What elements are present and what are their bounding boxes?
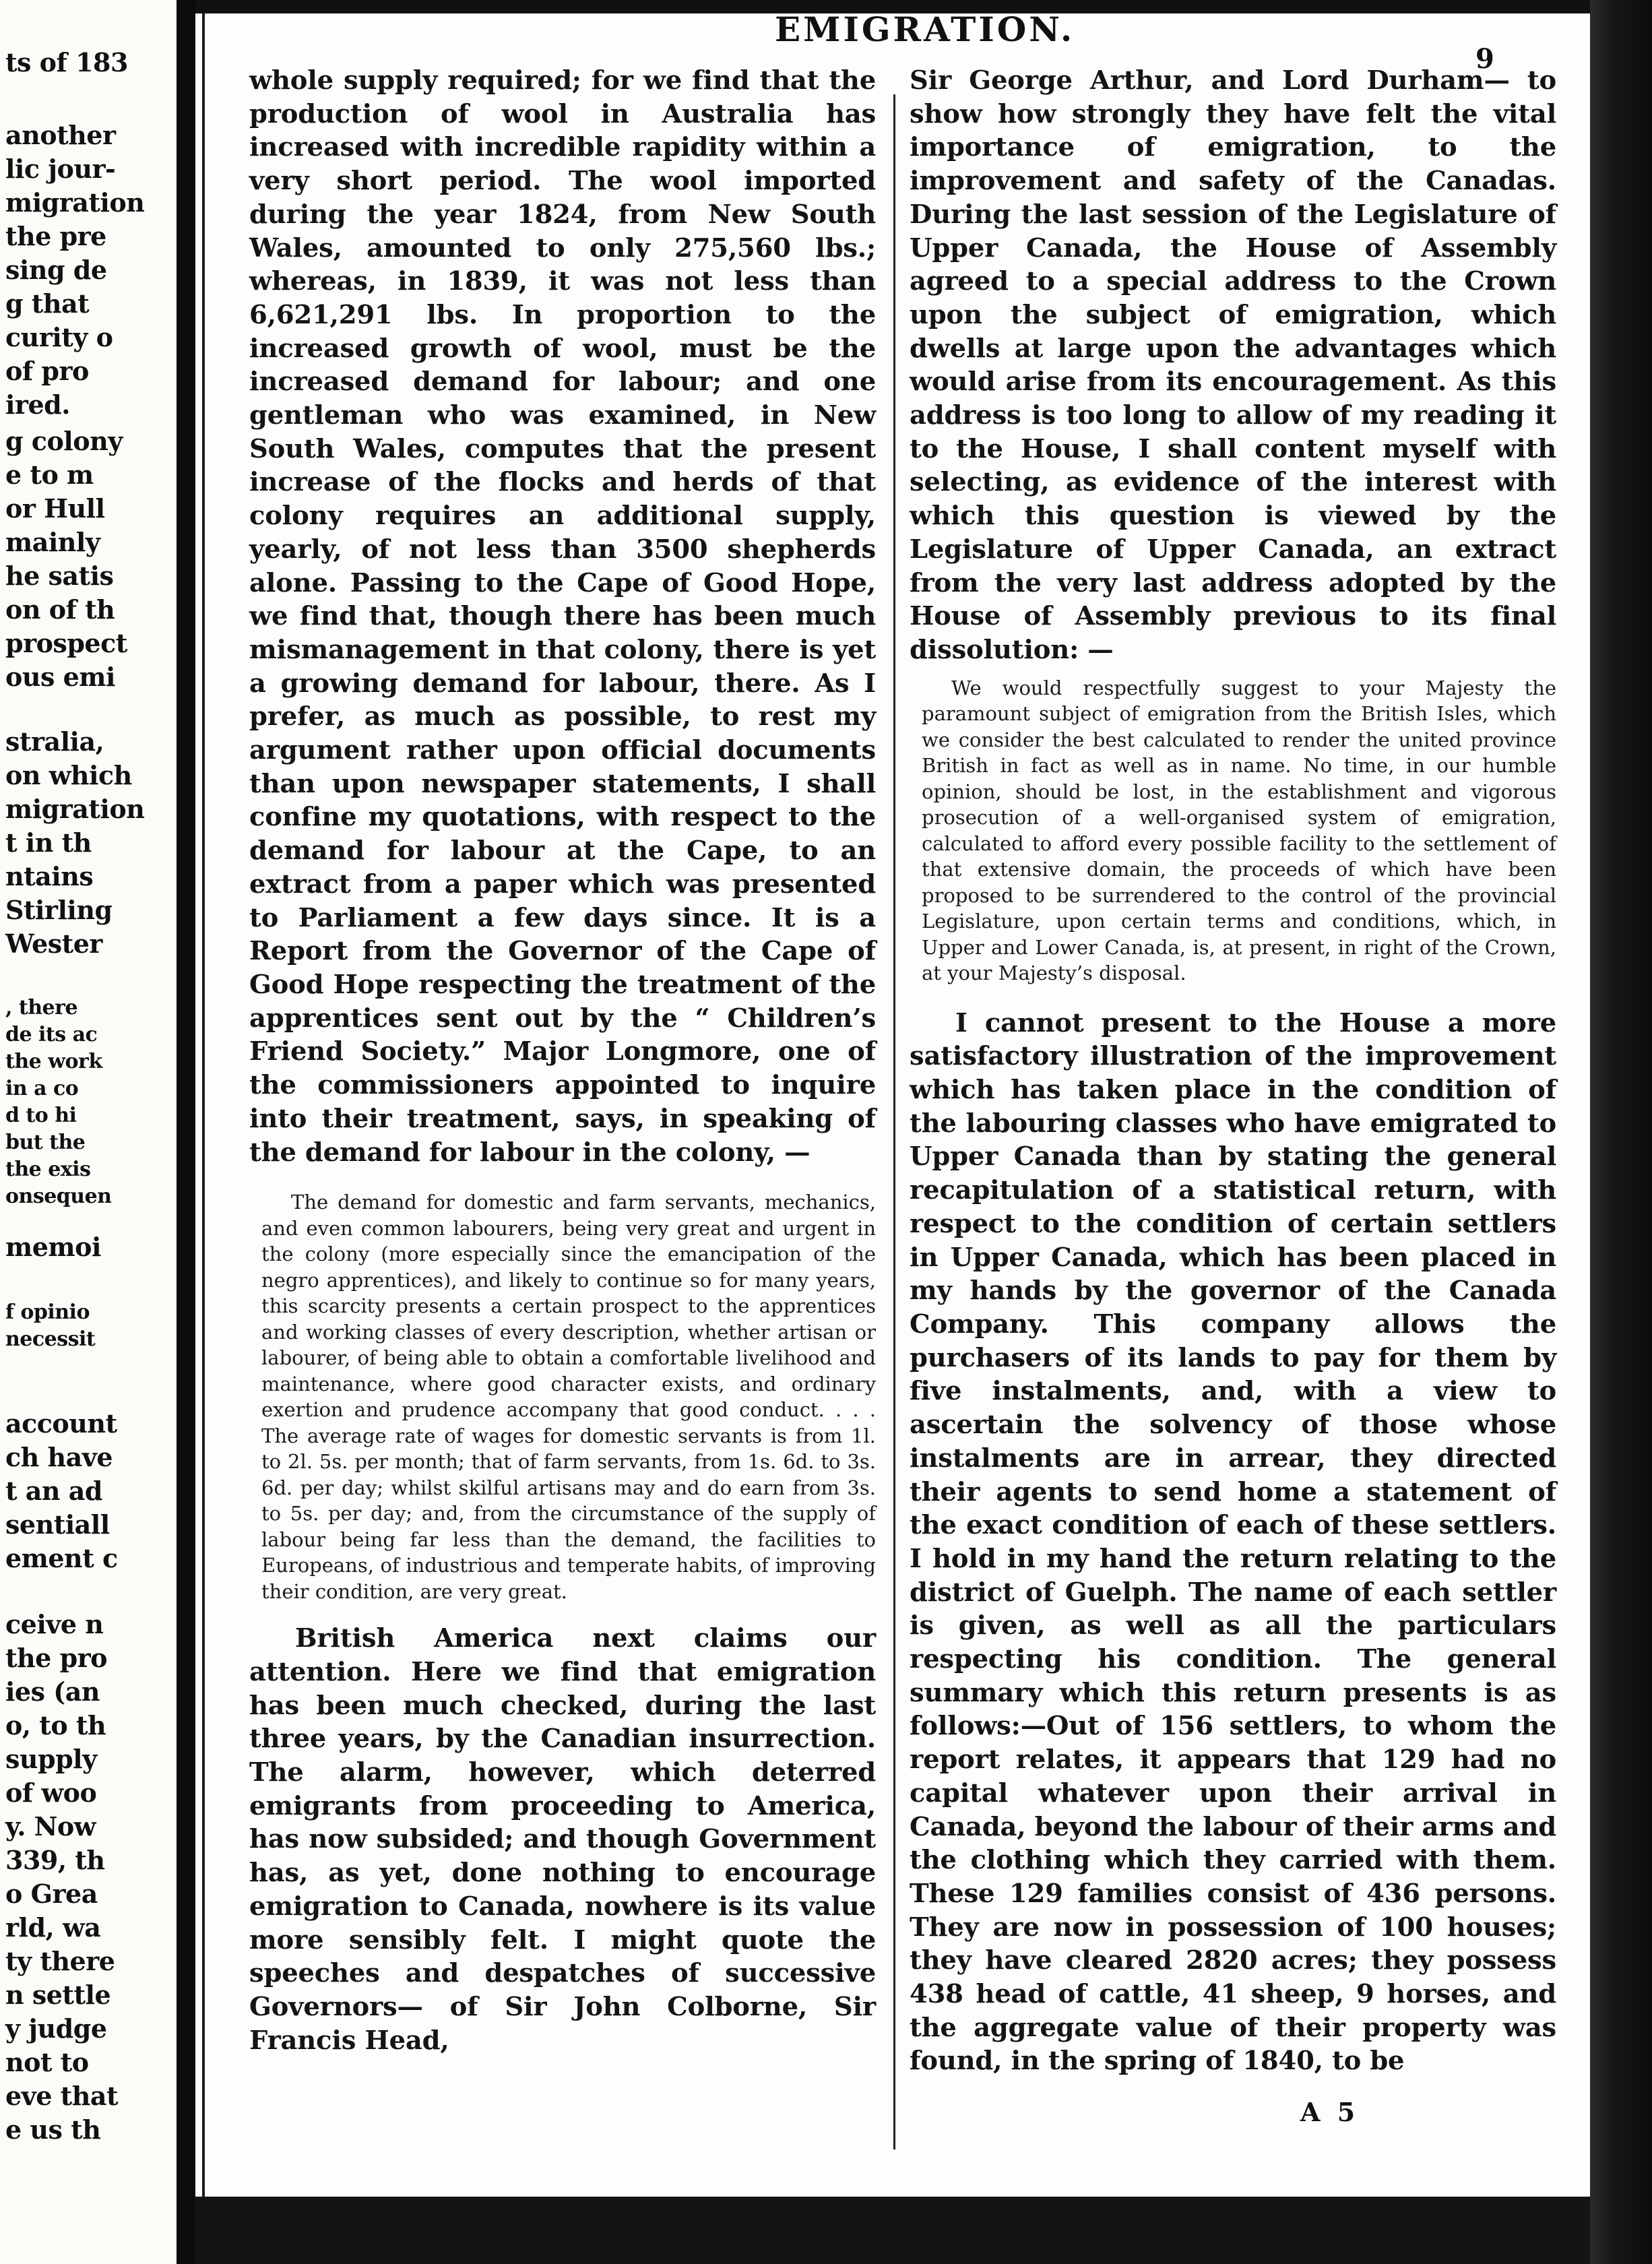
text-column-left [249, 64, 876, 2057]
previous-page-line: lic jour- [5, 154, 116, 184]
previous-page-line: g that [5, 288, 90, 319]
previous-page-line: , there [5, 996, 78, 1019]
previous-page-line: prospect [5, 628, 127, 658]
previous-page-line: of pro [5, 356, 89, 386]
paragraph-upper-canada-address: Sir George Arthur, and Lord Durham— to show how strongly they have felt the vital importance of emigration, to the improvement and safety of the Canadas. During the last session of the Legislature of Upper Canada, the House of Assembly agreed to a special address to the Crown upon the subject of emigration, which dwells at large upon the advantages which would arise from its encouragement. As this address is too long to allow of my reading it to the House, I shall content myself with selecting, as evidence of the interest with which this question is viewed by the Legislature of Upper Canada, an extract from the very last address adopted by the House of Assembly previous to its final dissolution: — [910, 65, 1556, 665]
previous-page-line: in a co [5, 1077, 79, 1100]
previous-page-line: g colony [5, 426, 123, 456]
page-number: 9 [1475, 43, 1494, 75]
previous-page-line: the pre [5, 221, 106, 251]
previous-page-line: necessit [5, 1327, 96, 1351]
page-edge-right [1590, 0, 1652, 2264]
previous-page-line: d to hi [5, 1104, 77, 1127]
previous-page-line: o, to th [5, 1710, 106, 1740]
previous-page-line: ired. [5, 389, 70, 420]
previous-page-line: sing de [5, 255, 107, 285]
previous-page-line: n settle [5, 1980, 111, 2010]
quotation-assembly-address: We would respectfully suggest to your Majesty the paramount subject of emigration from the British Isles, which we consider the best calculated to render the united province British in fact as well as in name. No time, in our humble opinion, should be lost, in the establishment and vigorous prosecution of a well-organised system of emigration, calculated to afford every possible facility to the settlement of that extensive domain, the proceeds of which have been proposed to be surrendered to the control of the provincial Legislature, upon certain terms and conditions, which, in Upper and Lower Canada, is, at present, in right of the Crown, at your Majesty’s disposal. [922, 676, 1556, 985]
previous-page-line: ntains [5, 861, 94, 891]
previous-page-line: the pro [5, 1643, 108, 1673]
previous-page-line: sentiall [5, 1509, 110, 1540]
previous-page-line: rld, wa [5, 1912, 101, 1943]
previous-page-line: de its ac [5, 1023, 98, 1046]
previous-page-line: stralia, [5, 726, 104, 757]
previous-page-line: y. Now [5, 1811, 96, 1842]
previous-page-line: f opinio [5, 1300, 90, 1324]
previous-page-line: migration [5, 187, 145, 218]
running-head [195, 9, 1590, 75]
previous-page-line: onsequen [5, 1185, 112, 1208]
previous-page-line: the work [5, 1050, 102, 1073]
previous-page-line: memoi [5, 1232, 101, 1262]
previous-page-line: supply [5, 1744, 97, 1774]
previous-page-line: o Grea [5, 1879, 98, 1909]
text-column-right [910, 64, 1556, 2078]
quotation-cape-labour: The demand for domestic and farm servants, mechanics, and even common labourers, being very great and urgent in the colony (more especially since the emancipation of the negro apprentices), and likely to continue so for many years, this scarcity presents a certain prospect to the apprentices and working classes of every description, whether artisan or labourer, of being able to obtain a comfortable livelihood and maintenance, where good character exists, and ordinary exertion and prudence accompany that good conduct. . . . The average rate of wages for domestic servants is from 1l. to 2l. 5s. per month; that of farm servants, from 1s. 6d. to 3s. 6d. per day; whilst skilful artisans may and do earn from 3s. to 5s. per day; and, from the circumstance of the supply of labour being far less than the demand, the facilities to Europeans, of industrious and temperate habits, of improving their condition, are very great. [261, 1191, 876, 1603]
previous-page-line: migration [5, 794, 145, 824]
previous-page-line: or Hull [5, 493, 105, 524]
previous-page-line: ch have [5, 1442, 113, 1472]
book-page [195, 9, 1590, 2197]
previous-page-line: the exis [5, 1158, 91, 1181]
column-divider [893, 94, 895, 2149]
previous-page-line: e us th [5, 2114, 101, 2145]
running-title: EMIGRATION. [775, 9, 1075, 49]
previous-page-line: y judge [5, 2013, 107, 2044]
previous-page-line: ceive n [5, 1609, 104, 1639]
paragraph-wool-and-cape: whole supply required; for we find that the production of wool in Australia has increased with incredible rapidity within a very short period. The wool imported during the year 1824, from New South Wales, amounted to only 275,560 lbs.; whereas, in 1839, it was not less than 6,621,291 lbs. In proportion to the increased growth of wool, must be the increased demand for labour; and one gentleman who was examined, in New South Wales, computes that the present increase of the flocks and herds of that colony requires an additional supply, yearly, of not less than 3500 shepherds alone. Passing to the Cape of Good Hope, we find that, though there has been much mismanagement in that colony, there is yet a growing demand for labour, there. As I prefer, as much as possible, to rest my argument rather upon official documents than upon newspaper statements, I shall confine my quotations, with respect to the demand for labour at the Cape, to an extract from a paper which was presented to Parliament a few days since. It is a Report from the Governor of the Cape of Good Hope respecting the treatment of the apprentices sent out by the “ Children’s Friend Society.” Major Longmore, one of the commissioners appointed to inquire into their treatment, says, in speaking of the demand for labour in the colony, — [249, 65, 876, 1168]
previous-page-line: t an ad [5, 1476, 102, 1506]
previous-page-line: eve that [5, 2081, 119, 2111]
previous-page-line: account [5, 1408, 117, 1439]
paragraph-british-america: British America next claims our attention. Here we find that emigration has been much checked, during the last three years, by the Canadian insurrection. The alarm, however, which deterred emigrants from proceeding to America, has now subsided; and though Government has, as yet, done nothing to encourage emigration to Canada, nowhere is its value more sensibly felt. I might quote the speeches and despatches of successive Governors— of Sir John Colborne, Sir Francis Head, [249, 1623, 876, 2056]
previous-page-line: 339, th [5, 1845, 105, 1875]
previous-page-line: mainly [5, 527, 100, 557]
previous-page-line: on which [5, 760, 132, 790]
previous-page-fragment [0, 0, 177, 2264]
previous-page-line: ty there [5, 1946, 115, 1976]
previous-page-line: on of th [5, 594, 115, 625]
book-gutter [177, 0, 195, 2264]
signature-mark: A 5 [1300, 2097, 1360, 2127]
previous-page-line: but the [5, 1131, 86, 1154]
page-left-rule [202, 13, 205, 2197]
previous-page-line: not to [5, 2047, 89, 2077]
previous-page-line: Stirling [5, 895, 113, 925]
previous-page-line: of woo [5, 1778, 97, 1808]
paragraph-guelph-return: I cannot present to the House a more satisfactory illustration of the improvement which has taken place in the condition of the labouring classes who have emigrated to Upper Canada than by stating the general recapitulation of a statistical return, with respect to the condition of certain settlers in Upper Canada, which has been placed in my hands by the governor of the Canada Company. This company allows the purchasers of its lands to pay for them by five instalments, and, with a view to ascertain the solvency of those whose instalments are in arrear, they directed their agents to send home a statement of the exact condition of each of these settlers. I hold in my hand the return relating to the district of Guelph. The name of each settler is given, as well as all the particulars respecting his condition. The general summary which this return presents is as follows:—Out of 156 settlers, to whom the report relates, it appears that 129 had no capital whatever upon their arrival in Canada, beyond the labour of their arms and the clothing which they carried with them. These 129 families consist of 436 persons. They are now in possession of 100 houses; they have cleared 2820 acres; they possess 438 head of cattle, 41 sheep, 9 horses, and the aggregate value of their property was found, in the spring of 1840, to be [910, 1007, 1556, 2077]
previous-page-line: ous emi [5, 662, 115, 692]
previous-page-line: ies (an [5, 1676, 100, 1707]
previous-page-line: e to m [5, 460, 94, 490]
previous-page-line: t in th [5, 827, 92, 858]
previous-page-line: ement c [5, 1543, 118, 1573]
previous-page-line: curity o [5, 322, 113, 352]
previous-page-line: he satis [5, 561, 114, 591]
previous-page-line: another [5, 120, 116, 150]
previous-page-line: Wester [5, 929, 102, 959]
previous-page-line: ts of 183 [5, 47, 128, 77]
